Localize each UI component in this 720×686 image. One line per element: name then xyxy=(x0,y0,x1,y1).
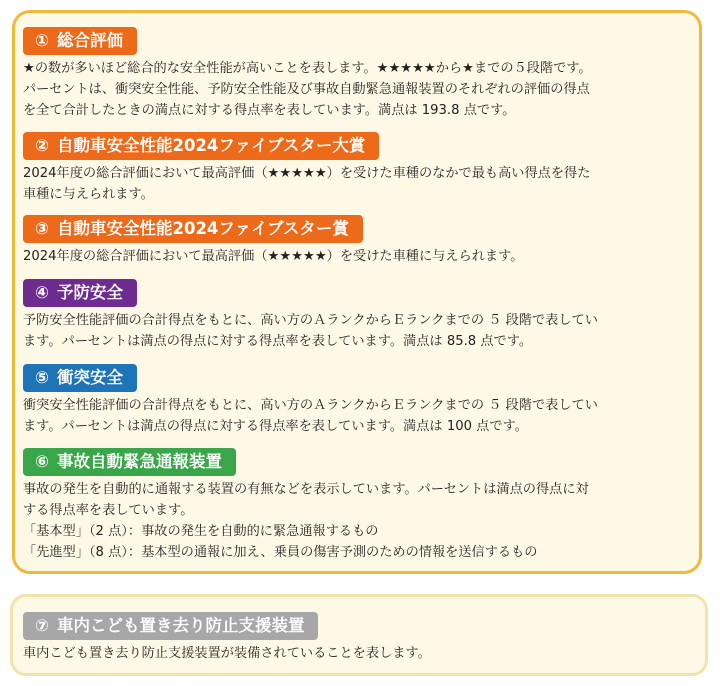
section-badge-overall-rating: ① 総合評価 xyxy=(23,27,137,55)
section-collision-safety xyxy=(23,364,683,437)
section-badge-five-star-prize: ③ 自動車安全性能2024ファイブスター賞 xyxy=(23,215,363,243)
section-description: ★の数が多いほど総合的な安全性能が高いことを表します。★★★★★から★までの５段階です。 パーセントは、衝突安全性能、予防安全性能及び事故自動緊急通報装置のそれぞれの評価の得点 を全て合計したときの満点に対する得点率を表しています。満点は 193.8 点です。 xyxy=(23,61,592,118)
section-five-star-grand-prize xyxy=(23,132,683,205)
section-description: 2024年度の総合評価において最高評価（★★★★★）を受けた車種に与えられます。 xyxy=(23,249,524,264)
section-description: 予防安全性能評価の合計得点をもとに、高い方のＡランクからＥランクまでの ５ 段階で表してい ます。パーセントは満点の得点に対する得点率を表しています。満点は 85.8 点です。 xyxy=(23,313,598,349)
section-description: 車内こども置き去り防止支援装置が装備されていることを表します。 xyxy=(23,646,431,661)
section-description: 衝突安全性能評価の合計得点をもとに、高い方のＡランクからＥランクまでの ５ 段階で表してい ます。パーセントは満点の得点に対する得点率を表しています。満点は 100 点です。 xyxy=(23,398,598,434)
section-badge-emergency-call-system: ⑥ 事故自動緊急通報装置 xyxy=(23,448,236,476)
section-badge-five-star-grand-prize: ② 自動車安全性能2024ファイブスター大賞 xyxy=(23,132,379,160)
section-badge-child-left-behind-prevention: ⑦ 車内こども置き去り防止支援装置 xyxy=(23,612,318,640)
section-preventive-safety xyxy=(23,279,683,352)
section-emergency-call-system xyxy=(23,448,683,563)
section-badge-collision-safety: ⑤ 衝突安全 xyxy=(23,364,137,392)
section-child-left-behind-prevention xyxy=(23,612,683,664)
section-five-star-prize xyxy=(23,215,683,267)
section-description: 2024年度の総合評価において最高評価（★★★★★）を受けた車種のなかで最も高い得点を得た 車種に与えられます。 xyxy=(23,166,591,202)
section-description: 事故の発生を自動的に通報する装置の有無などを表示しています。パーセントは満点の得点に対 する得点率を表しています。 「基本型」（2 点）：事故の発生を自動的に緊急通報するもの 「先進型」（8 点）：基本型の通報に加え、乗員の傷害予測のための情報を送信するもの xyxy=(23,482,589,560)
section-badge-preventive-safety: ④ 予防安全 xyxy=(23,279,137,307)
section-overall-rating xyxy=(23,27,683,121)
